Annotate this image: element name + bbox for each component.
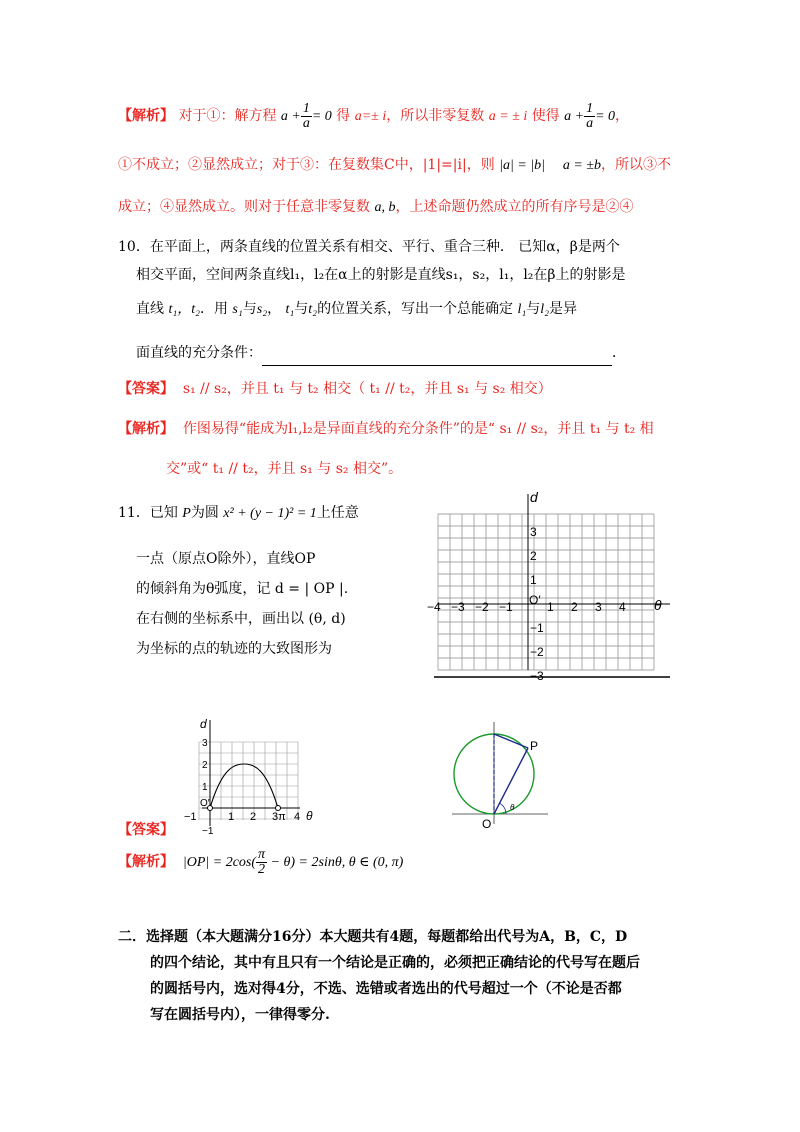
answer-blank [262,351,612,366]
s1: s₁ [232,302,243,317]
point-p-label: P [530,739,539,753]
s2: s₂ [256,302,268,317]
explain-tag: 【解析】 [118,108,174,124]
explain9-line1: 【解析】 对于①：解方程 a + $\frac{1}{a}$ = 0 得 a=± i，所以非零复数 a = ± i 使得 a + $\frac{1}{a}$ = 0， [118,101,630,132]
text: 与 [294,301,309,317]
origin-label: O′ [200,798,210,809]
y-tick-label: 1 [530,573,537,587]
q10-line3 [136,296,577,323]
y-tick-label: 3 [202,738,208,749]
q11-line1 [118,500,359,527]
equation: a + $\frac{1}{a}$ = 0 [280,101,332,132]
text: 与 [242,301,257,317]
y-tick-label: −1 [202,826,214,837]
text: 为坐标的点的轨迹的大致图形为 [136,641,332,657]
l1: l₁ [517,302,527,317]
l2: l₂ [540,302,550,317]
text: 一点（原点O除外），直线OP [136,551,316,567]
text: 对于①：解方程 [178,108,277,124]
q11-explain [118,842,403,882]
q10-explain2 [166,456,402,482]
y-tick-label: 3 [530,525,537,539]
circle-figure [448,720,558,830]
y-tick-label: −1 [530,621,544,635]
open-endpoint-right [276,806,281,811]
q11-answer-tag: 【答案】 [118,822,174,838]
text: 的四个结论，其中有且只有一个结论是正确的，必须把正确结论的代号写在题后 [150,955,640,971]
ab-equation: a = ±b [562,158,601,173]
x-tick-label: −1 [499,600,513,614]
x-tick-label: 1 [547,600,554,614]
q10-line4 [136,340,626,366]
solution2: a = ± i [488,109,528,124]
y-tick-label: 2 [530,549,537,563]
x-tick-label: 2 [571,600,578,614]
text: 使得 [531,108,560,124]
x-tick-label: 1 [228,811,235,823]
segment-top-p [494,734,528,748]
y-axis-label: d [200,717,207,731]
text: 已知 [149,505,178,521]
text: ，所以③不 [600,157,671,173]
abs-equation: |a| = |b| [499,158,545,173]
text: 上任意 [316,505,359,521]
q10-line1 [118,234,620,260]
text: 的圆括号内，选对得4分，不选、选错或者选出的代号超过一个（不论是否都 [150,981,622,997]
y-tick-label: −2 [530,645,544,659]
answer-text: s₁ // s₂，并且 t₁ 与 t₂ 相交（ t₁ // t₂，并且 s₁ 与 s₂ 相交） [182,381,552,397]
answer-graph [184,716,324,837]
q11-line5 [136,636,332,662]
explain9-line2 [118,152,671,179]
explain-equation: |OP| = 2cos( $\frac{\pi}{2}$ − θ) = 2sinθ, θ ∈ (0, π) [182,847,404,878]
explain-tag: 【解析】 [118,854,174,870]
x-tick-label: 3 [272,811,279,823]
y-tick-label: −3 [530,669,544,683]
theta-label: θ [510,803,515,812]
x-tick-label: −4 [427,600,441,614]
text: 是异 [549,301,578,317]
q11-line2 [136,546,315,572]
q11-line3 [136,576,348,602]
t2: t₂ [308,302,318,317]
origin-label: O′ [529,593,541,607]
x-tick-label: −2 [475,600,489,614]
coordinate-grid-large [427,489,682,683]
text: 在平面上，两条直线的位置关系有相交、平行、重合三种． 已知α，β是两个 [149,239,620,255]
q11-line4 [136,606,346,632]
x-tick-label: 4 [619,600,626,614]
text: 相交平面，空间两条直线l₁，l₂在α上的射影是直线s₁，s₂，l₁，l₂在β上的射影是 [136,267,626,283]
text: ．用 [199,301,228,317]
x-tick-label: −3 [451,600,465,614]
solution: a=± i [354,109,387,124]
text: ，所以非零复数 [386,108,485,124]
t1: t₁ [285,302,295,317]
question-number: 10． [118,239,150,255]
text: 写在圆括号内），一律得零分. [150,1007,330,1023]
q10-line2 [136,262,626,288]
text: 二．选择题（本大题满分16分）本大题共有4题，每题都给出代号为A，B，C，D [118,929,628,945]
text: 成立；④显然成立。则对于任意非零复数 [118,199,370,215]
explain-tag: 【解析】 [118,421,174,437]
origin-o-label: O [482,817,492,831]
x-tick-label: −1 [184,811,197,823]
explain-text: 作图易得“能成为l₁,l₂是异面直线的充分条件”的是“ s₁ // s₂，并且 t₁ 与 t₂ 相 [182,421,654,437]
equation2: a + $\frac{1}{a}$ = 0 [564,101,616,132]
question-number: 11． [118,505,150,521]
text: 的倾斜角为θ弧度，记 d = | OP |. [136,581,349,597]
section2-line3 [150,976,622,1002]
x-tick-label: 2 [250,811,257,823]
text: 在右侧的坐标系中，画出以 (θ, d) [136,611,346,627]
x-tick-label: 4 [294,811,301,823]
point-p: P [182,506,191,521]
text: 得 [336,108,351,124]
text: 面直线的充分条件： [136,345,262,361]
text: ， [267,301,282,317]
text: 为圆 [190,505,219,521]
x-axis-label: θ [654,597,662,613]
text: ，上述命题仍然成立的所有序号是②④ [395,199,634,215]
explain9-line3 [118,194,633,221]
x-tick-label: π [278,811,286,823]
section2-line2 [150,950,640,976]
text: ． [612,345,626,361]
explain-text: 交”或“ t₁ // t₂，并且 s₁ 与 s₂ 相交”。 [166,461,403,477]
text: ①不成立；②显然成立；对于③：在复数集C中，|1|=|i|，则 [118,157,495,173]
y-tick-label: 1 [202,782,208,793]
y-tick-label: 2 [202,760,208,771]
y-axis-label: d [530,489,538,505]
x-tick-label: 3 [595,600,602,614]
x-axis-label: θ [306,809,313,823]
text: 直线 [136,301,164,317]
answer-tag: 【答案】 [118,381,174,397]
section2-heading [118,924,627,950]
q10-explain [118,416,654,442]
text: 与 [526,301,541,317]
ab-vars: a, b [374,200,396,215]
t-vars: t₁，t₂ [168,302,200,317]
section2-line4 [150,1002,330,1028]
circle-equation: x² + (y − 1)² = 1 [223,506,317,521]
text: 的位置关系，写出一个总能确定 [317,301,514,317]
q10-answer [118,376,552,402]
